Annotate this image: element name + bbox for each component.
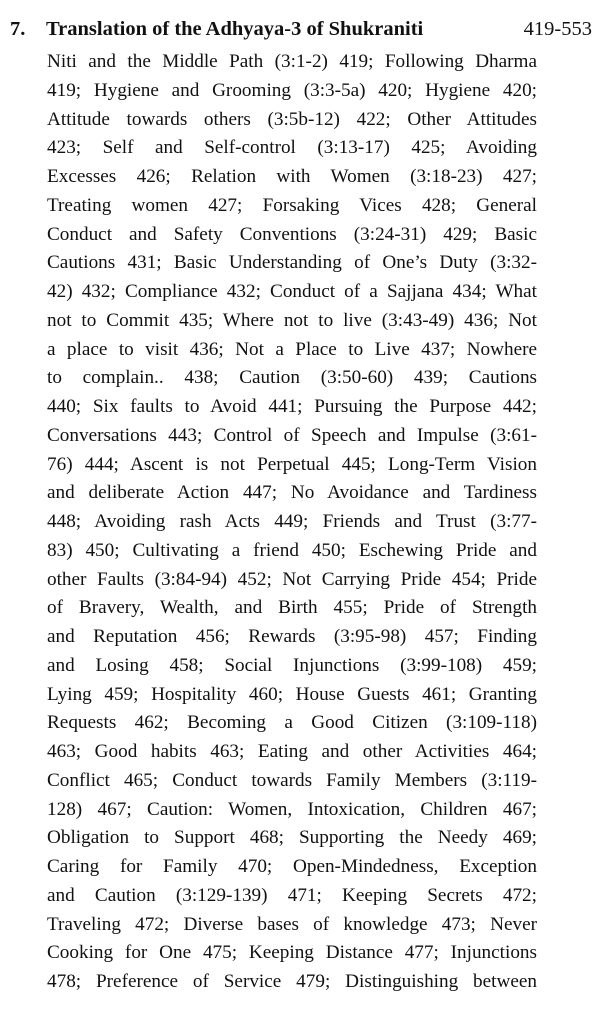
contents-line: 83) 450; Cultivating a friend 450; Eschewing Pride and xyxy=(47,539,537,561)
contents-line: 423; Self and Self-control (3:13-17) 425; Avoiding xyxy=(47,137,537,159)
contents-line: to complain.. 438; Caution (3:50-60) 439; Cautions xyxy=(47,367,537,389)
contents-line: Traveling 472; Diverse bases of knowledge 473; Never xyxy=(47,913,537,935)
contents-line: Excesses 426; Relation with Women (3:18-23) 427; xyxy=(47,166,537,187)
chapter-title: Translation of the Adhyaya-3 of Shukraniti xyxy=(46,18,424,40)
contents-line: 42) 432; Compliance 432; Conduct of a Sajjana 434; What xyxy=(47,281,537,302)
contents-line: Treating women 427; Forsaking Vices 428; General xyxy=(47,194,537,216)
contents-line: and deliberate Action 447; No Avoidance and Tardiness xyxy=(47,482,537,504)
contents-line: and Losing 458; Social Injunctions (3:99-108) 459; xyxy=(47,654,537,676)
contents-line: 463; Good habits 463; Eating and other Activities 464; xyxy=(47,741,537,762)
contents-line: Caring for Family 470; Open-Mindedness, Exception xyxy=(47,856,537,877)
contents-line: Requests 462; Becoming a Good Citizen (3:109-118) xyxy=(47,712,537,734)
contents-line: Conversations 443; Control of Speech and Impulse (3:61- xyxy=(47,424,537,446)
contents-line: 440; Six faults to Avoid 441; Pursuing the Purpose 442; xyxy=(47,396,537,417)
contents-line: Obligation to Support 468; Supporting the Needy 469; xyxy=(47,827,537,849)
contents-line: 419; Hygiene and Grooming (3:3-5a) 420; Hygiene 420; xyxy=(47,79,537,101)
contents-line: not to Commit 435; Where not to live (3:43-49) 436; Not xyxy=(47,309,537,331)
contents-line: 128) 467; Caution: Women, Intoxication, Children 467; xyxy=(47,798,537,820)
contents-line: other Faults (3:84-94) 452; Not Carrying Pride 454; Pride xyxy=(47,568,537,590)
chapter-heading xyxy=(10,14,592,44)
contents-line: a place to visit 436; Not a Place to Live 437; Nowhere xyxy=(47,338,537,360)
chapter-contents-paragraph xyxy=(47,48,537,997)
contents-line: Cooking for One 475; Keeping Distance 477; Injunctions xyxy=(47,942,537,964)
chapter-page-range: 419-553 xyxy=(523,18,592,40)
contents-line: 478; Preference of Service 479; Distinguishing between xyxy=(47,971,537,992)
contents-line: and Reputation 456; Rewards (3:95-98) 457; Finding xyxy=(47,626,537,647)
contents-line: Lying 459; Hospitality 460; House Guests 461; Granting xyxy=(47,683,537,705)
contents-line: Conflict 465; Conduct towards Family Members (3:119- xyxy=(47,769,537,791)
contents-line: Niti and the Middle Path (3:1-2) 419; Following Dharma xyxy=(47,51,537,72)
contents-line: and Caution (3:129-139) 471; Keeping Secrets 472; xyxy=(47,884,537,906)
contents-line: Cautions 431; Basic Understanding of One’s Duty (3:32- xyxy=(47,252,537,274)
contents-line: Attitude towards others (3:5b-12) 422; Other Attitudes xyxy=(47,108,537,130)
contents-line: 448; Avoiding rash Acts 449; Friends and Trust (3:77- xyxy=(47,511,537,532)
contents-line: of Bravery, Wealth, and Birth 455; Pride of Strength xyxy=(47,597,537,619)
chapter-number: 7. xyxy=(10,18,26,40)
contents-line: 76) 444; Ascent is not Perpetual 445; Long-Term Vision xyxy=(47,453,537,475)
contents-line: Conduct and Safety Conventions (3:24-31) 429; Basic xyxy=(47,223,537,245)
